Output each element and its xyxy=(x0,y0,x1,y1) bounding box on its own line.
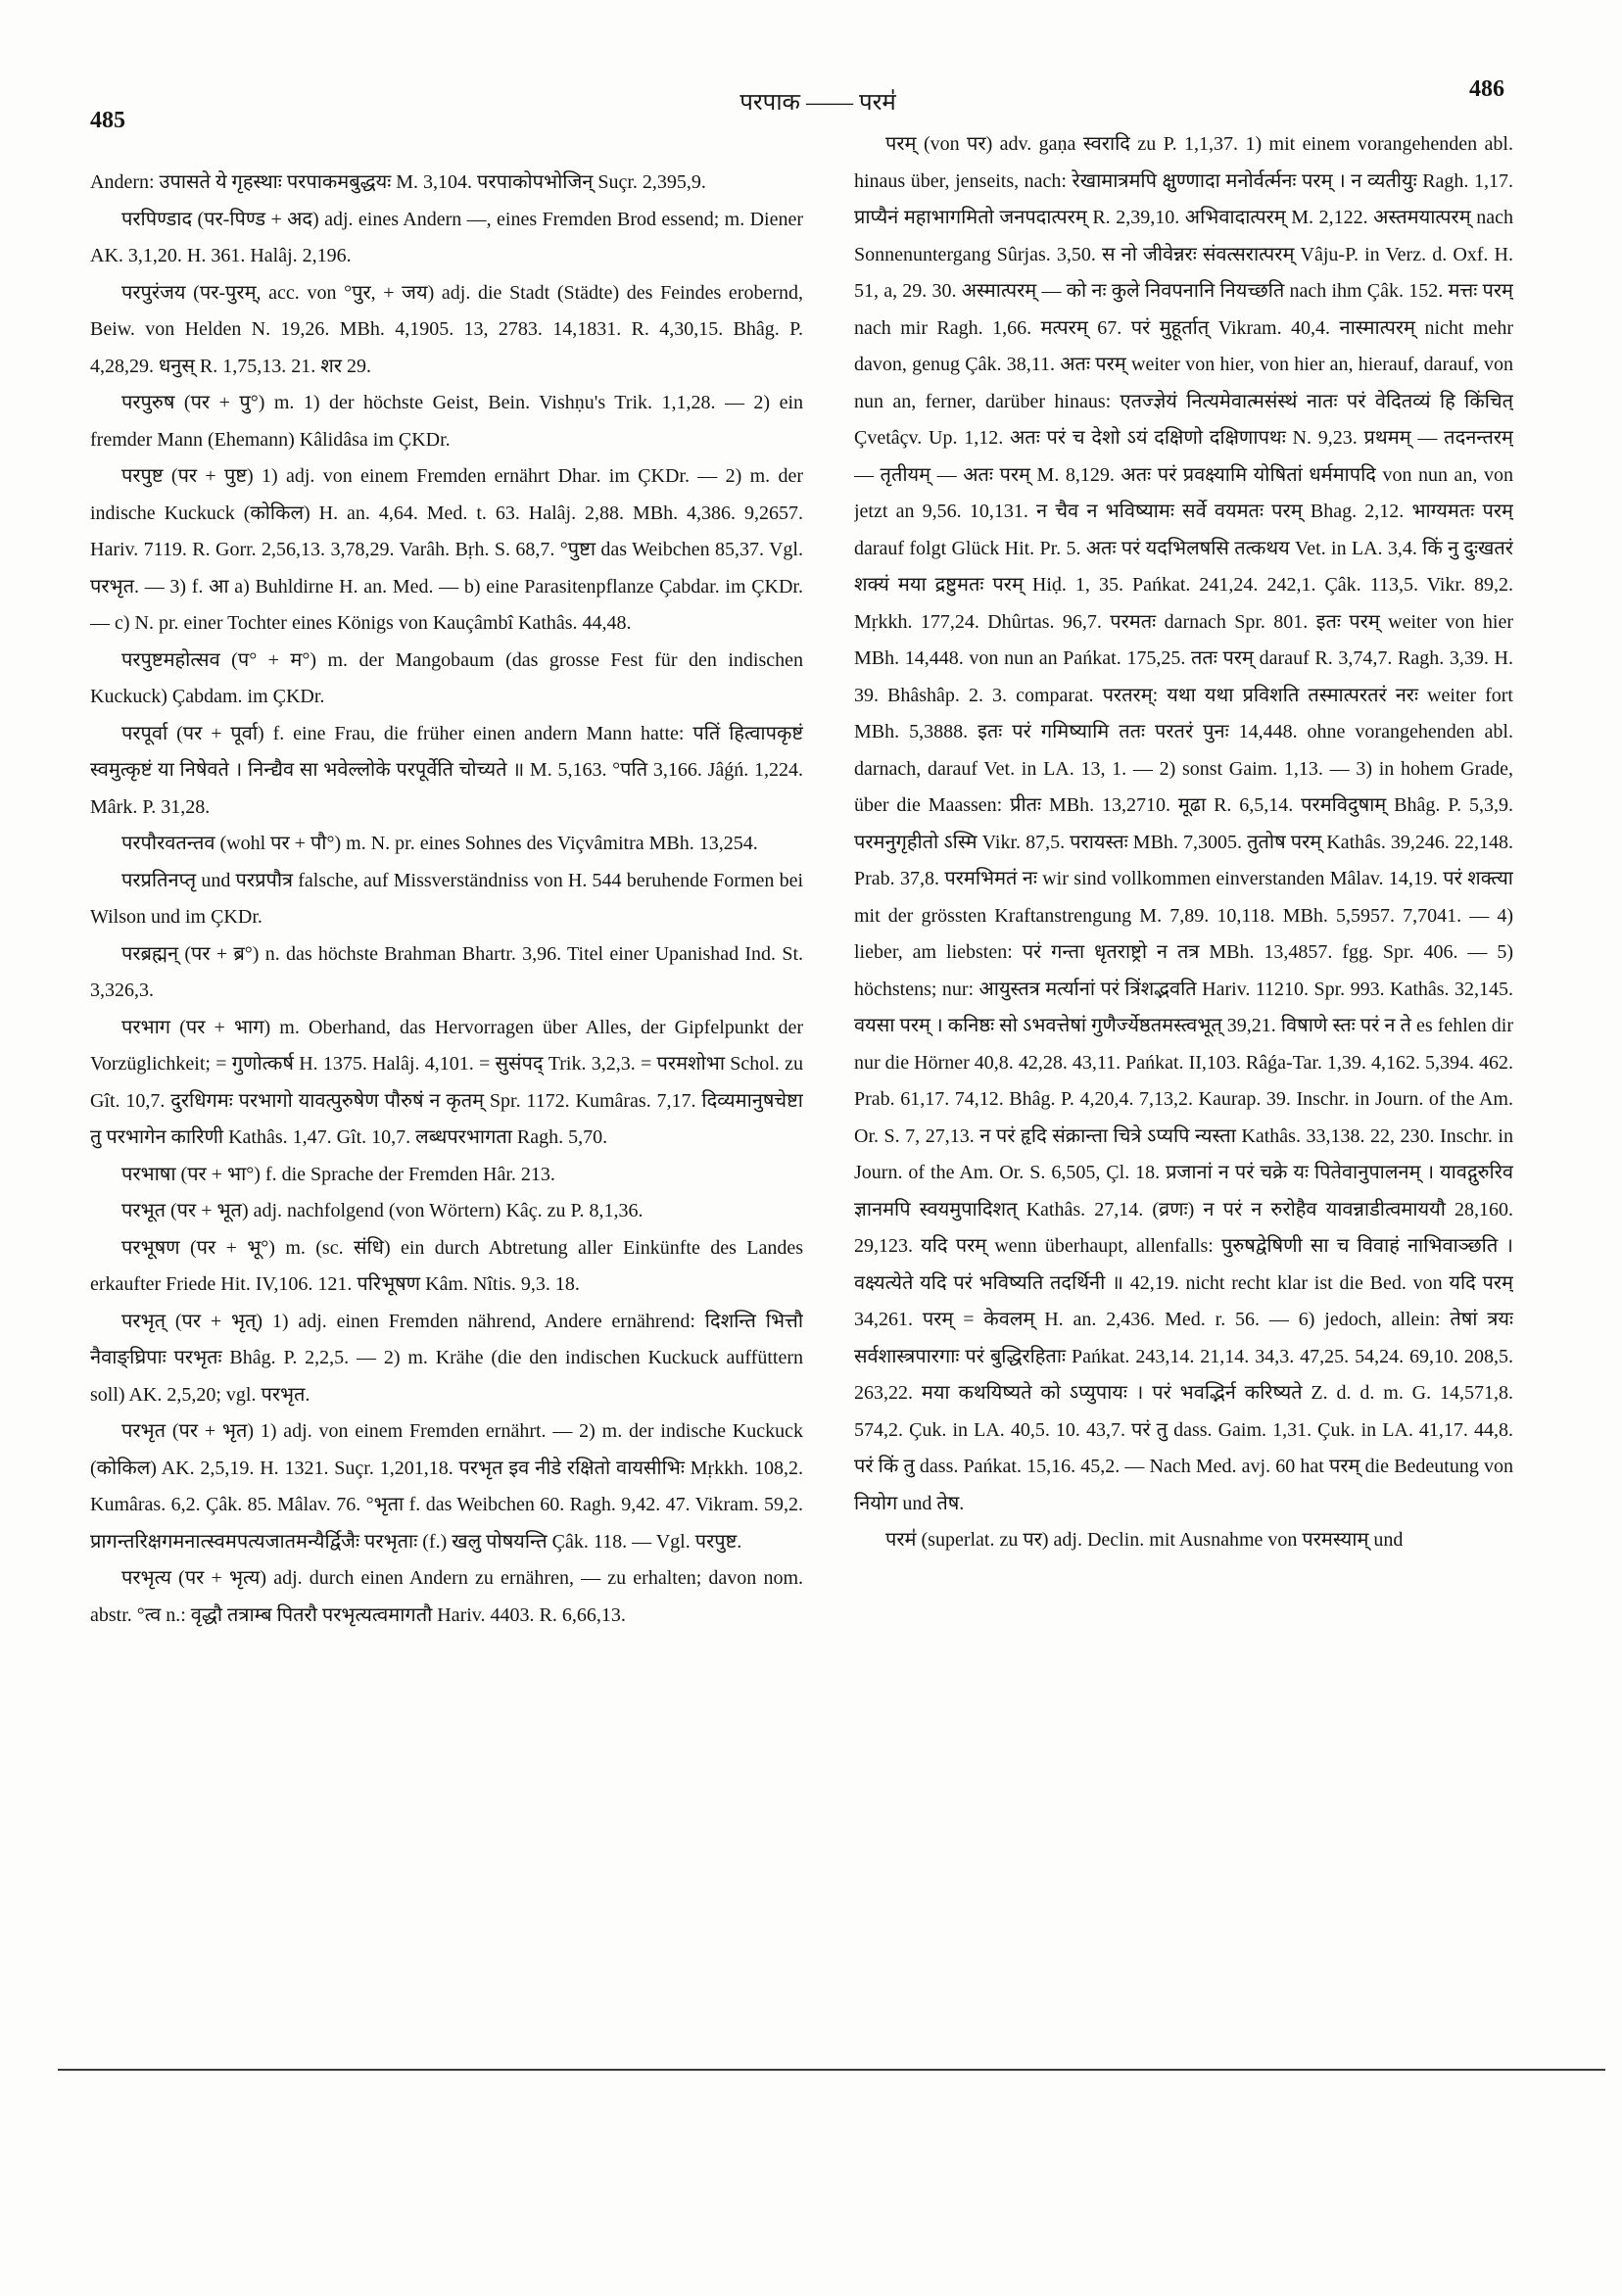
left-column xyxy=(90,165,803,2063)
entry-headword: परभृत xyxy=(121,1420,166,1442)
footer-rule xyxy=(58,2069,1605,2071)
entry-headword: परभृत्य xyxy=(121,1567,171,1589)
entry-body: (पर + पुष्ट) 1) adj. von einem Fremden ernährt Dhar. im ÇKDr. — 2) m. der indische Kuckuck (कोकिल) H. an. 4,64. Med. t. 63. Halâj. 2,88. MBh. 4,386. 9,2657. Hariv. 7119. R. Gorr. 2,56,13. 3,78,29. Varâh. Bṛh. S. 68,7. °पुष्टा das Weibchen 85,37. Vgl. परभृत. — 3) f. आ a) Buhldirne H. an. Med. — b) eine Parasitenpflanze Çabdar. im ÇKDr. — c) N. pr. einer Tochter eines Königs von Kauçâmbî Kathâs. 44,48. xyxy=(90,465,803,634)
entry-body: (पर + भाग) m. Oberhand, das Hervorragen über Alles, der Gipfelpunkt der Vorzüglichkeit; = गुणोत्कर्ष H. 1375. Halâj. 4,101. = सुसंपद् Trik. 3,2,3. = परमशोभा Schol. zu Gît. 10,7. दुरधिगमः परभागो यावत्पुरुषेण पौरुषं न कृतम् Spr. 1172. Kumâras. 7,17. दिव्यमानुषचेष्टा तु परभागेन कारिणी Kathâs. 1,47. Gît. 10,7. लब्धपरभागता Ragh. 5,70. xyxy=(90,1016,803,1148)
entry-body: (von पर) adv. gaṇa स्वरादि zu P. 1,1,37. 1) mit einem vorangehenden abl. hinaus über, jenseits, nach: रेखामात्रमपि क्षुण्णादा मनोर्वर्त्मनः परम् । न व्यतीयुः Ragh. 1,17. प्राप्यैनं महाभागमितो जनपदात्परम् R. 2,39,10. अभिवादात्परम् M. 2,122. अस्तमयात्परम् nach Sonnenuntergang Sûrjas. 3,50. स नो जीवेन्नरः संवत्सरात्परम् Vâju-P. in Verz. d. Oxf. H. 51, a, 29. 30. अस्मात्परम् — को नः कुले निवपनानि नियच्छति nach ihm Çâk. 152. मत्तः परम् nach mir Ragh. 1,66. मत्परम् 67. परं मुहूर्तात् Vikram. 40,4. नास्मात्परम् nicht mehr davon, genug Çâk. 38,11. अतः परम् weiter von hier, von hier an, hierauf, darauf, von nun an, ferner, darüber hinaus: एतज्ज्ञेयं नित्यमेवात्मसंस्थं नातः परं वेदितव्यं हि किंचित् Çvetâçv. Up. 1,12. अतः परं च देशो ऽयं दक्षिणो दक्षिणापथः N. 9,23. प्रथमम् — तदनन्तरम् — तृतीयम् — अतः परम् M. 8,129. अतः परं प्रवक्ष्यामि योषितां धर्ममापदि von nun an, von jetzt an 9,56. 10,131. न चैव न भविष्यामः सर्वे वयमतः परम् Bhag. 2,12. भाग्यमतः परम् darauf folgt Glück Hit. Pr. 5. अतः परं यदभिलषसि तत्कथय Vet. in LA. 3,4. किं नु दुःखतरं शक्यं मया द्रष्टुमतः परम् Hiḍ. 1, 35. Pańkat. 241,24. 242,1. Çâk. 113,5. Vikr. 89,2. Mṛkkh. 177,24. Dhûrtas. 96,7. परमतः darnach Spr. 801. इतः परम् weiter von hier MBh. 14,448. von nun an Pańkat. 175,25. ततः परम् darauf R. 3,74,7. Ragh. 3,39. H. 39. Bhâshâp. 2. 3. comparat. परतरम्: यथा यथा प्रविशति तस्मात्परतरं नरः weiter fort MBh. 5,3888. इतः परं गमिष्यामि ततः परतरं पुनः 14,448. ohne vorangehenden abl. darnach, darauf Vet. in LA. 13, 1. — 2) sonst Gaim. 1,13. — 3) in hohem Grade, über die Maassen: प्रीतः MBh. 13,2710. मूढा R. 6,5,14. परमविदुषाम् Bhâg. P. 5,3,9. परमनुगृहीतो ऽस्मि Vikr. 87,5. परायस्तः MBh. 7,3005. तुतोष परम् Kathâs. 39,246. 22,148. Prab. 37,8. परमभिमतं नः wir sind vollkommen einverstanden Mâlav. 14,19. परं शक्त्या mit der grössten Kraftanstrengung M. 7,89. 10,118. MBh. 5,5957. 7,7041. — 4) lieber, am liebsten: परं गन्ता धृतराष्ट्रो न तत्र MBh. 13,4857. fgg. Spr. 406. — 5) höchstens; nur: आयुस्तत्र मर्त्यानां परं त्रिंशद्भवति Hariv. 11210. Spr. 993. Kathâs. 32,145. वयसा परम् । कनिष्ठः सो ऽभवत्तेषां गुणैर्ज्येष्ठतमस्त्वभूत् 39,21. विषाणे स्तः परं न ते es fehlen dir nur die Hörner 40,8. 42,28. 43,11. Pańkat. II,103. Râǵa-Tar. 1,39. 4,162. 5,394. 462. Prab. 61,17. 74,12. Bhâg. P. 4,20,4. 7,13,2. Kaurap. 39. Inschr. in Journ. of the Am. Or. S. 7, 27,13. न परं हृदि संक्रान्ता चित्रे ऽप्यपि न्यस्ता Kathâs. 33,138. 22, 230. Inschr. in Journ. of the Am. Or. S. 6,505, Çl. 18. प्रजानां न परं चक्रे यः पितेवानुपालनम् । यावद्गुरुरिव ज्ञानमपि स्वयमुपादिशत् Kathâs. 27,14. (व्रणः) न परं न रुरोहैव यावन्नाडीत्वमाययौ 28,160. 29,123. यदि परम् wenn überhaupt, allenfalls: पुरुषद्वेषिणी सा च विवाहं नाभिवाञ्छति । वक्ष्यत्येते यदि परं भविष्यति तदर्थिनी ॥ 42,19. nicht recht klar ist die Bed. von यदि परम् 34,261. परम् = केवलम् H. an. 2,436. Med. r. 56. — 6) jedoch, allein: तेषां त्रयः सर्वशास्त्रपारगाः परं बुद्धिरहिताः Pańkat. 243,14. 21,14. 34,3. 47,25. 54,24. 69,10. 208,5. 263,22. मया कथयिष्यते को ऽप्युपायः । परं भवद्भिर्न करिष्यते Z. d. d. m. G. 14,571,8. 574,2. Çuk. in LA. 40,5. 10. 43,7. परं तु dass. Gaim. 1,31. Çuk. in LA. 41,17. 44,8. परं किं तु dass. Pańkat. 15,16. 45,2. — Nach Med. avj. 60 hat परम् die Bedeutung von नियोग und तेष. xyxy=(854,133,1513,1514)
entry-headword: परब्रह्मन् xyxy=(121,942,179,965)
entry-body: (पर + भृत्) 1) adj. einen Fremden nährend, Andere ernährend: दिशन्ति भित्तौ नैवाङ्घ्रिपाः परभृतः Bhâg. P. 2,2,5. — 2) m. Krähe (die den indischen Kuckuck auffüttern soll) AK. 2,5,20; vgl. परभृत. xyxy=(90,1310,803,1406)
dictionary-entry xyxy=(90,458,803,643)
entry-body: (पर + ब्र°) n. das höchste Brahman Bhartr. 3,96. Titel einer Upanishad Ind. St. 3,326,3. xyxy=(90,942,803,1001)
right-column xyxy=(854,126,1513,2046)
dictionary-entry xyxy=(90,826,803,863)
running-title: परपाक —— परम॑ xyxy=(739,90,896,116)
dictionary-entry xyxy=(90,643,803,716)
entry-body: (पर + भृत्य) adj. durch einen Andern zu ernähren, — zu erhalten; davon nom. abstr. °त्व n.: वृद्धौ तत्राम्ब पितरौ परभृत्यत्वमागतौ Hariv. 4403. R. 6,66,13. xyxy=(90,1567,803,1626)
dictionary-entry xyxy=(854,1522,1513,1559)
entry-headword: परभूत xyxy=(121,1200,166,1221)
entry-headword: परभृत् xyxy=(121,1310,166,1332)
dictionary-entry xyxy=(90,275,803,386)
entry-headword: परभाग xyxy=(121,1016,171,1038)
entry-body: (पर + पु°) m. 1) der höchste Geist, Bein. Vishṇu's Trik. 1,1,28. — 2) ein fremder Mann (Ehemann) Kâlidâsa im ÇKDr. xyxy=(90,392,803,451)
entry-body: (पर + भा°) f. die Sprache der Fremden Hâr. 213. xyxy=(180,1163,555,1185)
entry-headword: परपिण्डाद xyxy=(121,208,193,230)
entry-headword: परपुरंजय xyxy=(121,281,186,304)
entry-body: (पर-पिण्ड + अद) adj. eines Andern —, eines Fremden Brod essend; m. Diener AK. 3,1,20. H. 361. Halâj. 2,196. xyxy=(90,208,803,266)
dictionary-entry xyxy=(90,1157,803,1194)
entry-body: (पर + भू°) m. (sc. संधि) ein durch Abtretung aller Einkünfte des Landes erkaufter Friede Hit. IV,106. 121. परिभूषण Kâm. Nîtis. 9,3. 18. xyxy=(90,1236,803,1295)
dictionary-entry xyxy=(90,1193,803,1230)
dictionary-entry xyxy=(854,126,1513,1522)
entry-headword: परपुरुष xyxy=(121,392,175,413)
entry-body: (पर + पूर्वा) f. eine Frau, die früher einen andern Mann hatte: पतिं हित्वापकृष्टं स्वमुत्कृष्टं या निषेवते । निन्द्यैव सा भवेल्लोके परपूर्वेति चोच्यते ॥ M. 5,163. °पति 3,166. Jâǵń. 1,224. Mârk. P. 31,28. xyxy=(90,722,803,818)
dictionary-entry xyxy=(90,165,803,202)
page-number-left: 485 xyxy=(90,108,125,133)
dictionary-entry xyxy=(90,1560,803,1634)
entry-headword: परप्रतिनप्तृ xyxy=(121,869,197,891)
entry-body: (पर-पुरम्, acc. von °पुर, + जय) adj. die Stadt (Städte) des Feindes erobernd, Beiw. von Helden N. 19,26. MBh. 4,1905. 13, 2783. 14,1831. R. 4,30,15. Bhâg. P. 4,28,29. धनुस् R. 1,75,13. 21. शर 29. xyxy=(90,281,803,377)
dictionary-entry xyxy=(90,936,803,1010)
page-number-right: 486 xyxy=(1469,76,1504,102)
dictionary-entry xyxy=(90,1230,803,1304)
entry-headword: परपौरवतन्तव xyxy=(121,833,215,854)
entry-body: (पर + भृत) 1) adj. von einem Fremden ernährt. — 2) m. der indische Kuckuck (कोकिल) AK. 2,5,19. H. 1321. Suçr. 1,201,18. परभृत इव नीडे रक्षितो वायसीभिः Mṛkkh. 108,2. Kumâras. 6,2. Çâk. 85. Mâlav. 76. °भृता f. das Weibchen 60. Ragh. 9,42. 47. Vikram. 59,2. प्रागन्तरिक्षगमनात्स्वमपत्यजातमन्यैर्द्विजैः परभृताः (f.) खलु पोषयन्ति Çâk. 118. — Vgl. परपुष्ट. xyxy=(90,1420,803,1553)
entry-body: (wohl पर + पौ°) m. N. pr. eines Sohnes des Viçvâmitra MBh. 13,254. xyxy=(219,833,758,854)
entry-body: (superlat. zu पर) adj. Declin. mit Ausnahme von परमस्याम् und xyxy=(921,1529,1404,1551)
entry-headword: परम॑ xyxy=(885,1529,917,1551)
entry-body: Andern: उपासते ये गृहस्थाः परपाकमबुद्धयः M. 3,104. परपाकोपभोजिन् Suçr. 2,395,9. xyxy=(90,171,706,193)
entry-body: (पर + भूत) adj. nachfolgend (von Wörtern) Kâç. zu P. 8,1,36. xyxy=(170,1200,644,1221)
entry-headword: परभूषण xyxy=(121,1236,180,1259)
dictionary-entry xyxy=(90,1010,803,1157)
entry-body: und परप्रपौत्र falsche, auf Missverständniss von H. 544 beruhende Formen bei Wilson und im ÇKDr. xyxy=(90,869,803,928)
entry-headword: परम् xyxy=(885,133,917,155)
dictionary-entry xyxy=(90,385,803,458)
entry-headword: परपुष्ट xyxy=(121,465,164,487)
dictionary-entry xyxy=(90,1304,803,1414)
dictionary-entry xyxy=(90,863,803,936)
entry-headword: परपुष्टमहोत्सव xyxy=(121,648,220,671)
entry-body: (प° + म°) m. der Mangobaum (das grosse Fest für den indischen Kuckuck) Çabdam. im ÇKDr. xyxy=(90,648,803,707)
entry-headword: परपूर्वा xyxy=(121,722,168,744)
dictionary-entry xyxy=(90,202,803,275)
dictionary-entry xyxy=(90,1413,803,1560)
entry-headword: परभाषा xyxy=(121,1163,176,1185)
dictionary-entry xyxy=(90,716,803,827)
